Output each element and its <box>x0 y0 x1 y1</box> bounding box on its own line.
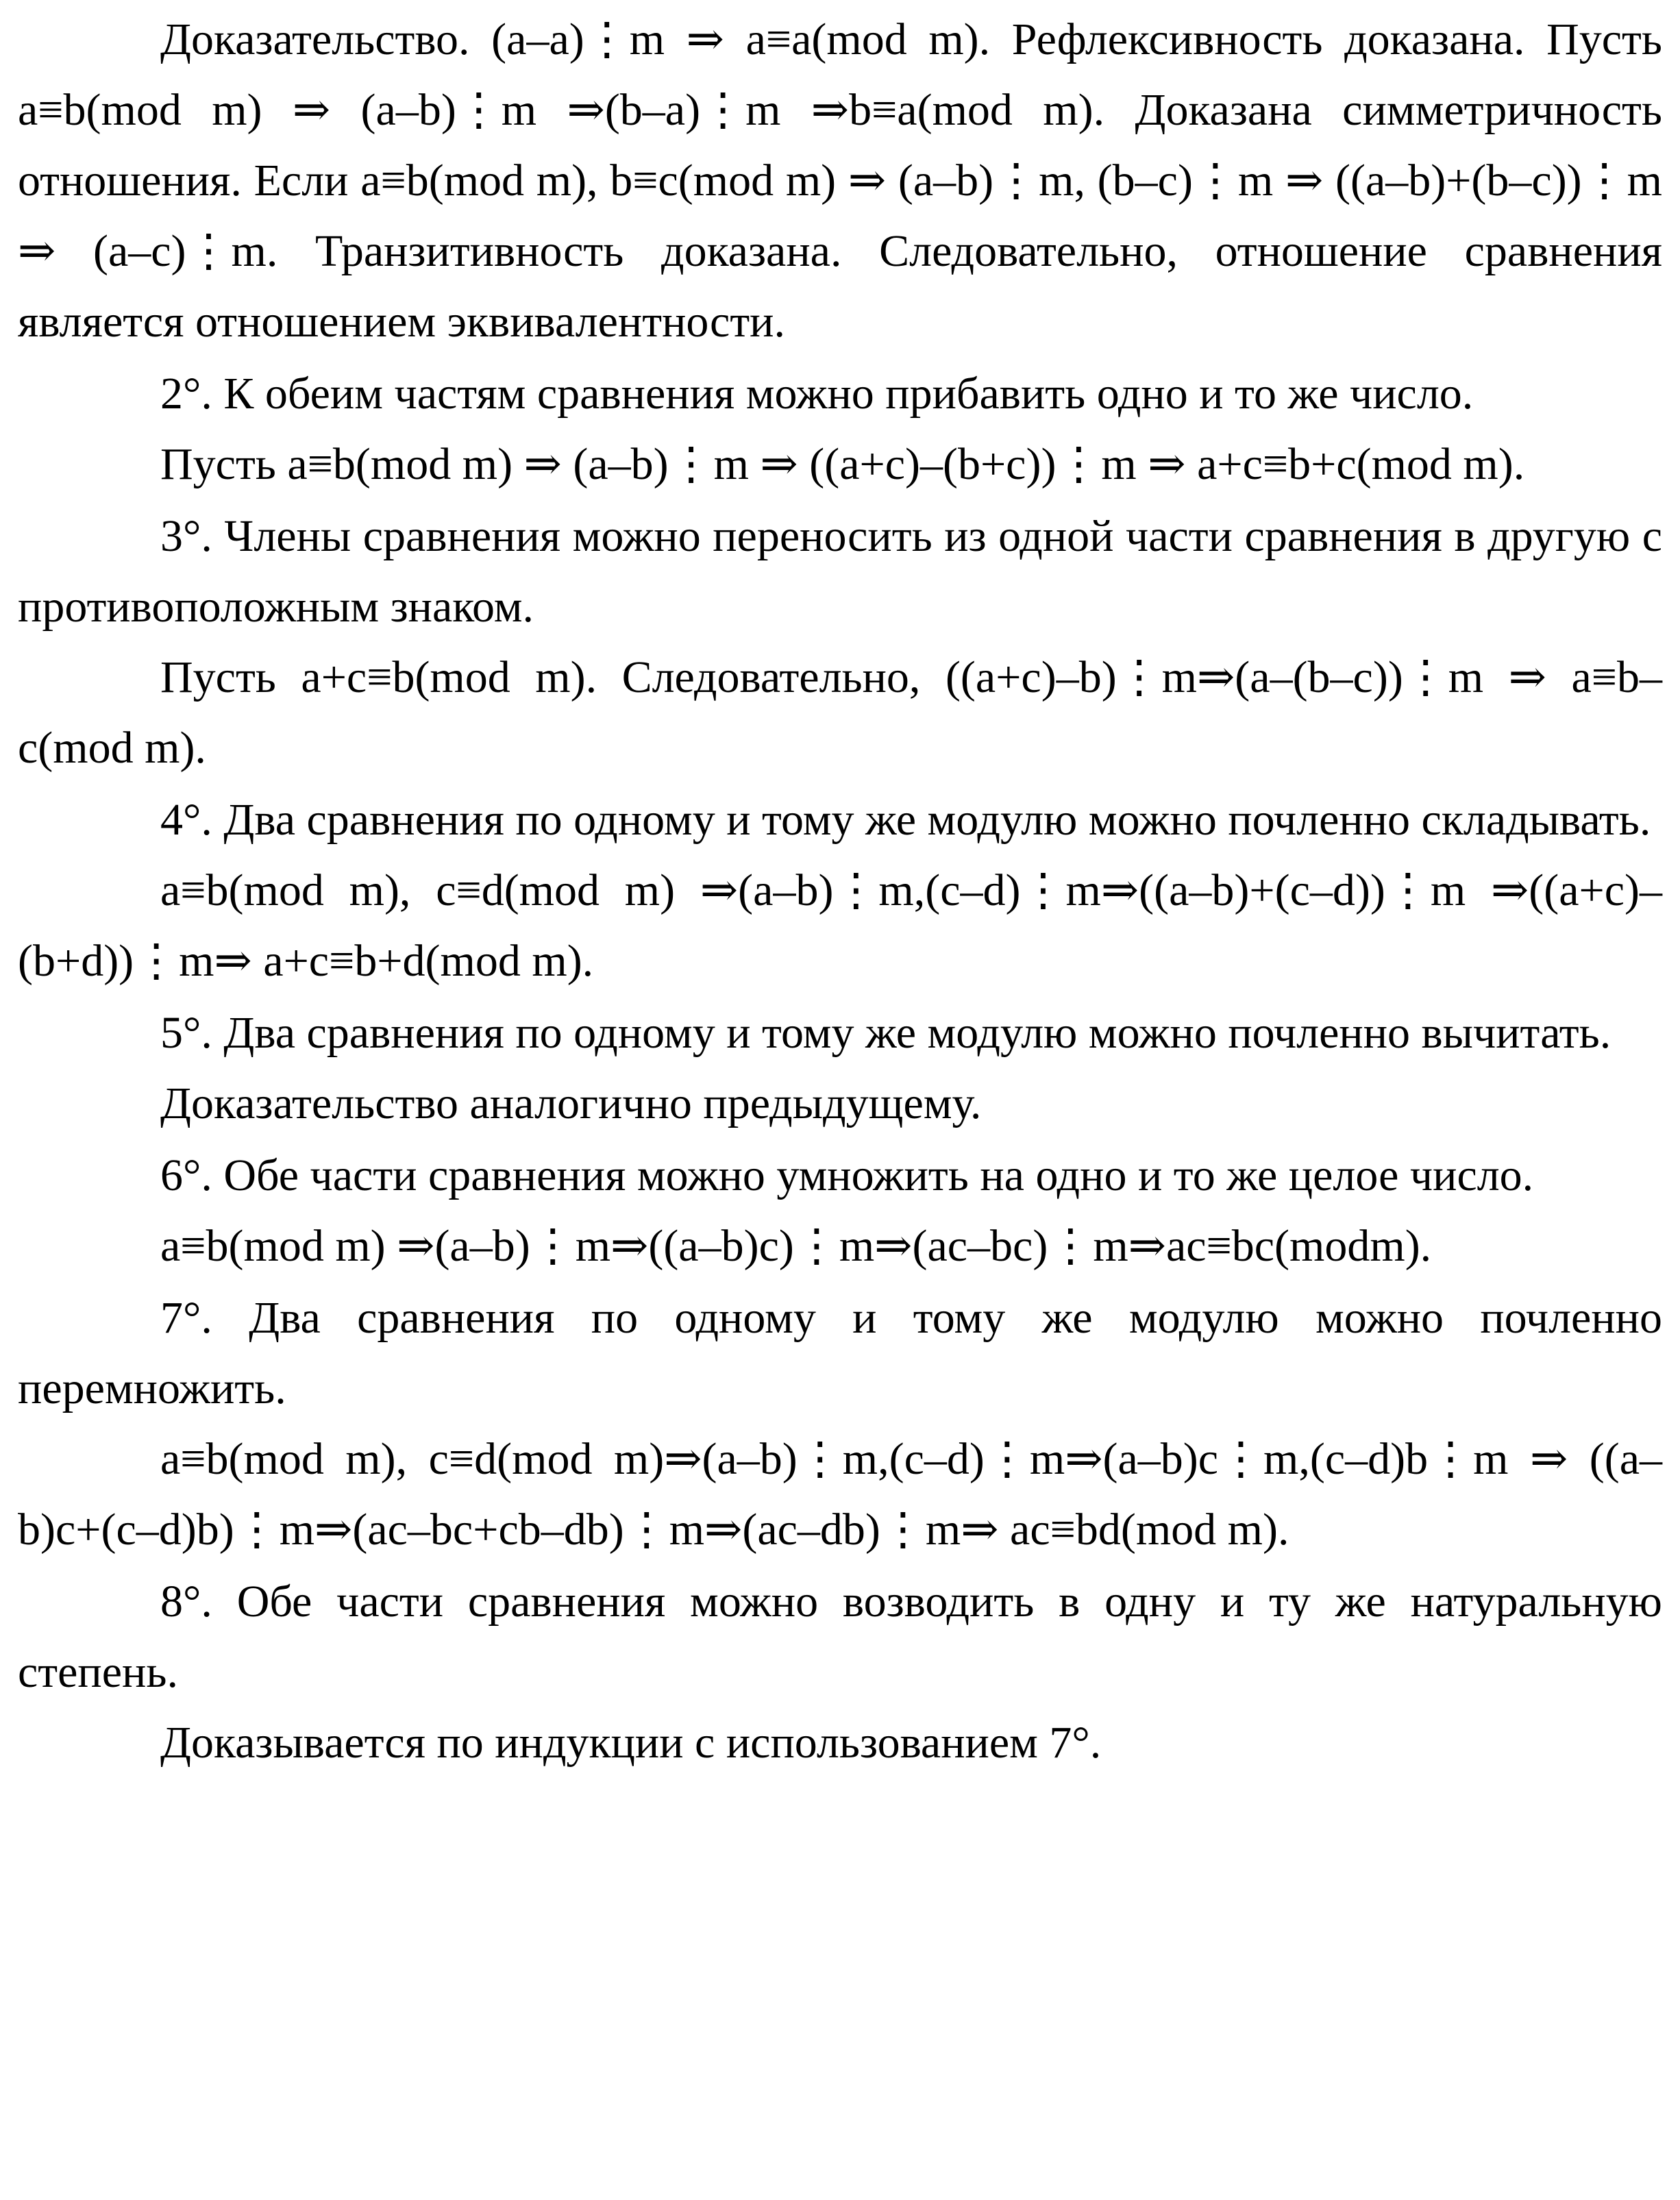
property-6-title: 6°. Обе части сравнения можно умножить на одно и то же целое число. <box>160 1150 1534 1200</box>
property-5-title: 5°. Два сравнения по одному и тому же модулю можно почленно вычитать. <box>160 1008 1611 1058</box>
property-7-proof: a≡b(mod m), c≡d(mod m)⇒(a–b)⋮m,(c–d)⋮m⇒(a–b)c⋮m,(c–d)b⋮m ⇒ ((a–b)c+(c–d)b)⋮m⇒(ac–bc+cb–db)⋮m⇒(ac–db)⋮m⇒ ac≡bd(mod m). <box>18 1434 1662 1555</box>
property-3-proof: Пусть a+c≡b(mod m). Следовательно, ((a+c)–b)⋮m⇒(a–(b–c))⋮m ⇒ a≡b–c(mod m). <box>18 652 1662 773</box>
property-8-title: 8°. Обе части сравнения можно возводить в одну и ту же натуральную степень. <box>18 1577 1662 1697</box>
property-2-title: 2°. К обеим частям сравнения можно прибавить одно и то же число. <box>160 369 1474 419</box>
property-7-title: 7°. Два сравнения по одному и тому же модулю можно почленно перемножить. <box>18 1293 1662 1413</box>
property-3-title: 3°. Члены сравнения можно переносить из одной части сравнения в другую с противоположным знаком. <box>18 511 1662 632</box>
property-5-proof: Доказательство аналогично предыдущему. <box>160 1078 982 1128</box>
document-page <box>18 4 1662 1778</box>
property-8-proof: Доказывается по индукции с использованием 7°. <box>160 1718 1102 1768</box>
property-2-proof: Пусть a≡b(mod m) ⇒ (a–b)⋮m ⇒ ((a+c)–(b+c))⋮m ⇒ a+c≡b+c(mod m). <box>160 439 1525 489</box>
property-4-title: 4°. Два сравнения по одному и тому же модулю можно почленно складывать. <box>160 795 1651 845</box>
property-4-proof: a≡b(mod m), c≡d(mod m) ⇒(a–b)⋮m,(c–d)⋮m⇒((a–b)+(c–d))⋮m ⇒((a+c)–(b+d))⋮m⇒ a+c≡b+d(mod m). <box>18 865 1662 986</box>
property-6-proof: a≡b(mod m) ⇒(a–b)⋮m⇒((a–b)c)⋮m⇒(ac–bc)⋮m⇒ac≡bc(modm). <box>160 1221 1432 1271</box>
proof-equivalence-paragraph: Доказательство. (a–a)⋮m ⇒ a≡a(mod m). Рефлексивность доказана. Пусть a≡b(mod m) ⇒ (a–b)⋮m ⇒(b–a)⋮m ⇒b≡a(mod m). Доказана симметричность отношения. Если a≡b(mod m), b≡c(mod m) ⇒ (a–b)⋮m, (b–c)⋮m ⇒ ((a–b)+(b–c))⋮m ⇒ (a–c)⋮m. Транзитивность доказана. Следовательно, отношение сравнения является отношением эквивалентности. <box>18 14 1662 347</box>
